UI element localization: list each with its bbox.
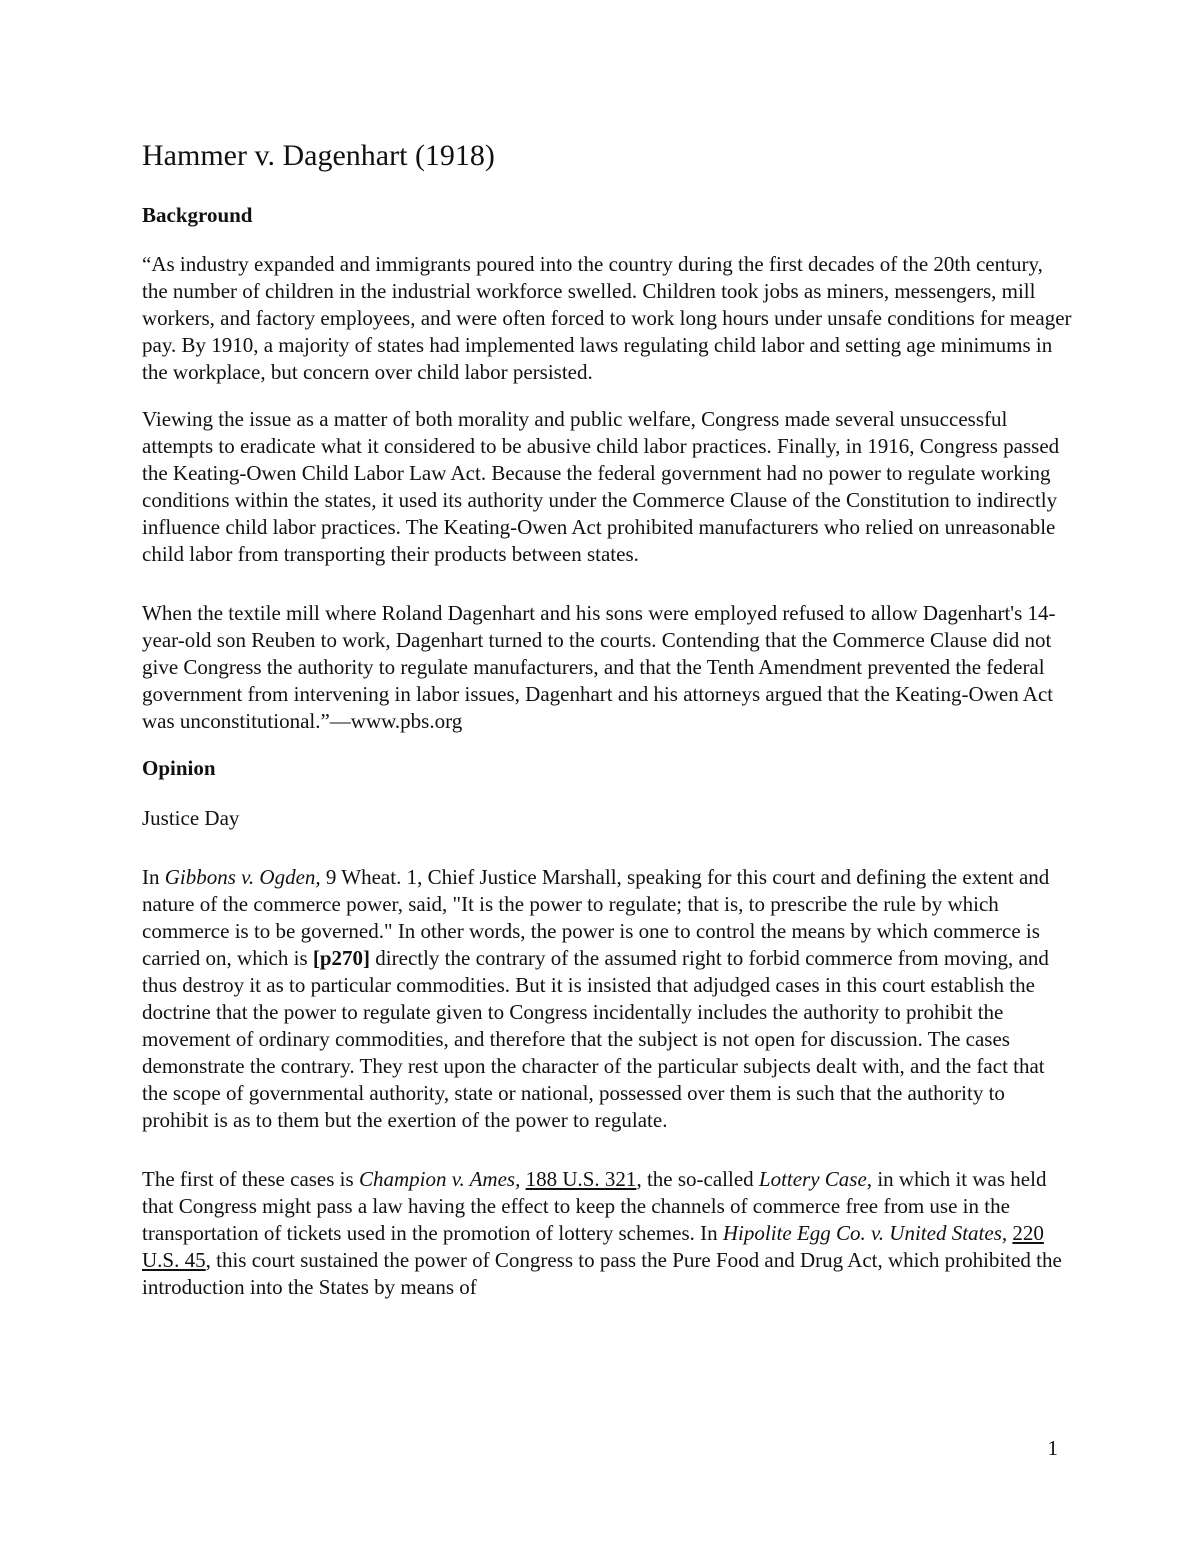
page-number: 1	[1047, 1436, 1058, 1460]
opinion-p2-text-a: , the so-called	[636, 1166, 759, 1191]
opinion-p1-intro: In	[142, 864, 165, 889]
document-title: Hammer v. Dagenhart (1918)	[142, 139, 495, 172]
background-paragraph-3: When the textile mill where Roland Dagenhart and his sons were employed refused to allow Dagenhart's 14-year-old son Reuben to work, Dagenhart turned to the courts. Contending that the Commerce Clause did not give Congress the authority to regulate manufacturers, and that the Tenth Amendment prevented the federal government from intervening in labor issues, Dagenhart and his attorneys argued that the Keating-Owen Act was unconstitutional.”—www.pbs.org	[142, 601, 1056, 734]
opinion-paragraph-1	[142, 864, 1072, 1134]
opinion-p1-text-b: directly the contrary of the assumed right to forbid commerce from moving, and thus destroy it as to particular commodities. But it is insisted that adjudged cases in this court establish the doctrine that the power to regulate given to Congress incidentally includes the authority to prohibit the movement of ordinary commodities, and therefore that the subject is not open for discussion. The cases demonstrate the contrary. They rest upon the character of the particular subjects dealt with, and the fact that the scope of governmental authority, state or national, possessed over them is such that the authority to prohibit is as to them but the exertion of the power to regulate.	[142, 945, 1049, 1132]
opinion-p2-text-c: , this court sustained the power of Congress to pass the Pure Food and Drug Act, which prohibited the introduction into the States by means of	[142, 1247, 1062, 1299]
case-name-champion: Champion v. Ames,	[358, 1166, 521, 1191]
page-marker: [p270]	[312, 945, 371, 970]
background-heading: Background	[142, 203, 253, 227]
opinion-paragraph-2	[142, 1166, 1072, 1301]
justice-name: Justice Day	[142, 805, 240, 830]
opinion-p2-intro: The first of these cases is	[142, 1166, 359, 1191]
case-alias-lottery: Lottery Case,	[758, 1166, 873, 1191]
opinion-p1-text-a: 9 Wheat. 1, Chief Justice Marshall, speaking for this court and defining the extent and nature of the commerce power, said, "It is the power to regulate; that is, to prescribe the rule by which commerce is to be governed." In other words, the power is one to control the means by which commerce is carried on, which is	[142, 864, 1050, 970]
background-paragraph-2: Viewing the issue as a matter of both morality and public welfare, Congress made several unsuccessful attempts to eradicate what it considered to be abusive child labor practices. Finally, in 1916, Congress passed the Keating-Owen Child Labor Law Act. Because the federal government had no power to regulate working conditions within the states, it used its authority under the Commerce Clause of the Constitution to indirectly influence child labor practices. The Keating-Owen Act prohibited manufacturers who relied on unreasonable child labor from transporting their products between states.	[142, 407, 1060, 567]
case-name-hipolite: Hipolite Egg Co. v. United States,	[722, 1220, 1008, 1245]
citation-link-220-us-45[interactable]: 220 U.S. 45	[142, 1220, 1044, 1272]
document-page	[142, 138, 1072, 1321]
opinion-heading: Opinion	[142, 756, 216, 781]
background-paragraph-1: “As industry expanded and immigrants poured into the country during the first decades of the 20th century, the number of children in the industrial workforce swelled. Children took jobs as miners, messengers, mill workers, and factory employees, and were often forced to work long hours under unsafe conditions for meager pay. By 1910, a majority of states had implemented laws regulating child labor and setting age minimums in the workplace, but concern over child labor persisted.	[142, 252, 1072, 385]
case-name-gibbons: Gibbons v. Ogden,	[164, 864, 321, 889]
opinion-p2-text-b: in which it was held that Congress might pass a law having the effect to keep the channels of commerce free from use in the transportation of tickets used in the promotion of lottery schemes. In	[142, 1166, 1047, 1245]
citation-link-188-us-321[interactable]: 188 U.S. 321	[525, 1166, 637, 1191]
